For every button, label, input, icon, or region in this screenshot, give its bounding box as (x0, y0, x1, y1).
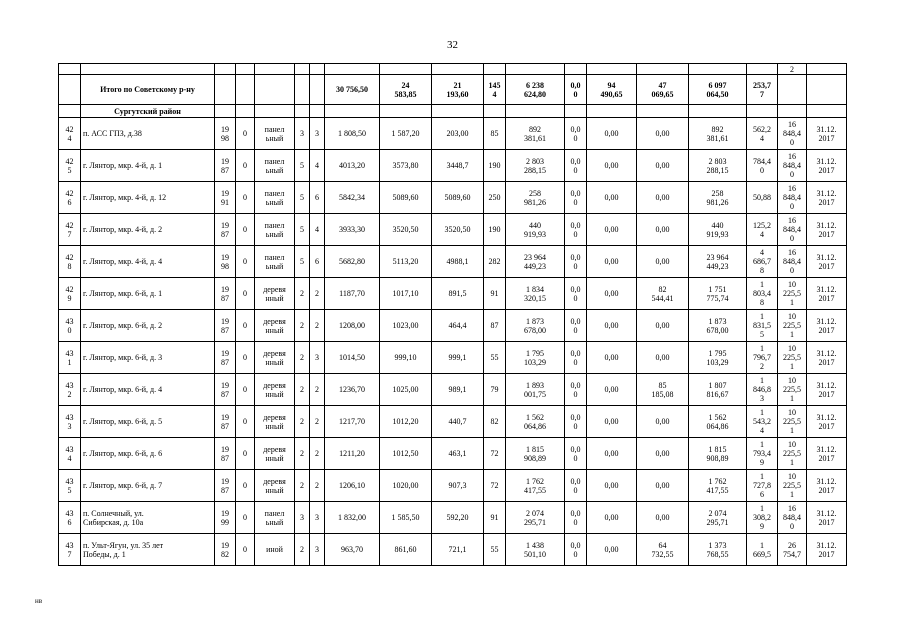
cell-floors: 5 (295, 214, 310, 246)
cell-fund-local: 0,00 (637, 502, 689, 534)
cell-date: 31.12. 2017 (807, 310, 847, 342)
cell-limit-cost: 16 848,4 0 (778, 150, 807, 182)
table-row (59, 406, 847, 438)
cell-fund-other: 1 562 064,86 (689, 406, 747, 438)
cell-area-living: 1020,00 (380, 470, 432, 502)
cell-address: г. Лянтор, мкр. 6-й, д. 3 (81, 342, 215, 374)
cell-stage: 0 (236, 374, 255, 406)
cell-material: деревя нный (255, 438, 295, 470)
cell-entrances: 2 (310, 406, 325, 438)
cell-fund-fed: 0,0 0 (565, 310, 587, 342)
cell-area-private: 440,7 (432, 406, 484, 438)
cell-stage: 0 (236, 118, 255, 150)
cell-fund-other: 1 807 816,67 (689, 374, 747, 406)
cell-fund-region: 0,00 (587, 342, 637, 374)
table-row (59, 374, 847, 406)
cell-entrances: 3 (310, 502, 325, 534)
page-number: 32 (447, 39, 458, 51)
total-residents: 145 4 (484, 75, 506, 105)
housing-register-table (58, 63, 847, 566)
cell-stage: 0 (236, 342, 255, 374)
cell-material: панел ьный (255, 150, 295, 182)
cell-residents: 55 (484, 534, 506, 566)
cell-fund-local: 0,00 (637, 470, 689, 502)
cell-residents: 82 (484, 406, 506, 438)
cell-area-living: 1025,00 (380, 374, 432, 406)
cell-fund-region: 0,00 (587, 470, 637, 502)
cell-date: 31.12. 2017 (807, 374, 847, 406)
cell-area-total: 1236,70 (325, 374, 380, 406)
cell-area-private: 891,5 (432, 278, 484, 310)
cell-floors: 2 (295, 310, 310, 342)
cell-fund-region: 0,00 (587, 150, 637, 182)
cell-address: г. Лянтор, мкр. 6-й, д. 4 (81, 374, 215, 406)
cell-area-total: 1 808,50 (325, 118, 380, 150)
cell-fund-local: 0,00 (637, 214, 689, 246)
cell-fund-region: 0,00 (587, 246, 637, 278)
cell-year: 19 87 (215, 278, 236, 310)
cell-stage: 0 (236, 502, 255, 534)
cell-material: деревя нный (255, 278, 295, 310)
cell-cost-total: 1 562 064,86 (506, 406, 565, 438)
cell-fund-fed: 0,0 0 (565, 246, 587, 278)
cell-entrances: 4 (310, 150, 325, 182)
cell-stage: 0 (236, 246, 255, 278)
cell-entrances: 2 (310, 374, 325, 406)
cell-area-living: 3520,50 (380, 214, 432, 246)
cell-num: 42 9 (59, 278, 81, 310)
cell-residents: 91 (484, 502, 506, 534)
cell-date: 31.12. 2017 (807, 534, 847, 566)
cell-stage: 0 (236, 470, 255, 502)
cell-cost-total: 1 438 501,10 (506, 534, 565, 566)
table-row (59, 278, 847, 310)
cell-address: п. Ульт-Ягун, ул. 35 лет Победы, д. 1 (81, 534, 215, 566)
cell-fund-local: 64 732,55 (637, 534, 689, 566)
cell-entrances: 2 (310, 470, 325, 502)
cell-fund-local: 85 185,08 (637, 374, 689, 406)
cell-fund-other: 1 795 103,29 (689, 342, 747, 374)
cell-year: 19 87 (215, 214, 236, 246)
total-area: 30 756,50 (325, 75, 380, 105)
cell-area-private: 5089,60 (432, 182, 484, 214)
cell-cost-total: 2 803 288,15 (506, 150, 565, 182)
cell-address: п. Солнечный, ул. Сибирская, д. 10а (81, 502, 215, 534)
cell-fund-fed: 0,0 0 (565, 342, 587, 374)
cell-fund-fed: 0,0 0 (565, 374, 587, 406)
cell-address: г. Лянтор, мкр. 6-й, д. 5 (81, 406, 215, 438)
total-fund-other: 6 097 064,50 (689, 75, 747, 105)
cell-num: 42 4 (59, 118, 81, 150)
cell-entrances: 2 (310, 310, 325, 342)
cell-cost-sqm: 1 793,4 9 (747, 438, 778, 470)
cell-cost-total: 1 893 001,75 (506, 374, 565, 406)
cell-limit-cost: 10 225,5 1 (778, 406, 807, 438)
cell-cost-sqm: 784,4 0 (747, 150, 778, 182)
table-row (59, 470, 847, 502)
cell-material: панел ьный (255, 214, 295, 246)
total-fund-region: 94 490,65 (587, 75, 637, 105)
cell-floors: 5 (295, 246, 310, 278)
cell-entrances: 2 (310, 278, 325, 310)
table-row (59, 342, 847, 374)
cell-material: панел ьный (255, 118, 295, 150)
cell-num: 43 7 (59, 534, 81, 566)
cell-stage: 0 (236, 214, 255, 246)
cell-address: г. Лянтор, мкр. 6-й, д. 2 (81, 310, 215, 342)
cell-stage: 0 (236, 278, 255, 310)
cell-limit-cost: 10 225,5 1 (778, 374, 807, 406)
cell-cost-total: 1 815 908,89 (506, 438, 565, 470)
cell-area-private: 907,3 (432, 470, 484, 502)
cell-fund-fed: 0,0 0 (565, 182, 587, 214)
cell-area-private: 463,1 (432, 438, 484, 470)
cell-year: 19 87 (215, 150, 236, 182)
cell-area-private: 464,4 (432, 310, 484, 342)
cell-date: 31.12. 2017 (807, 406, 847, 438)
cell-residents: 72 (484, 438, 506, 470)
table-row (59, 502, 847, 534)
cell-fund-fed: 0,0 0 (565, 278, 587, 310)
cell-fund-local: 82 544,41 (637, 278, 689, 310)
cell-fund-other: 1 762 417,55 (689, 470, 747, 502)
footer-mark: нв (35, 597, 43, 605)
cell-area-living: 3573,80 (380, 150, 432, 182)
cell-num: 42 5 (59, 150, 81, 182)
total-cost: 6 238 624,80 (506, 75, 565, 105)
cell-date: 31.12. 2017 (807, 342, 847, 374)
cell-year: 19 99 (215, 502, 236, 534)
cell-fund-local: 0,00 (637, 150, 689, 182)
table-row (59, 150, 847, 182)
cell-year: 19 91 (215, 182, 236, 214)
cell-area-living: 5113,20 (380, 246, 432, 278)
cell-address: г. Лянтор, мкр. 4-й, д. 4 (81, 246, 215, 278)
cell-material: иной (255, 534, 295, 566)
cell-fund-other: 2 803 288,15 (689, 150, 747, 182)
cell-year: 19 87 (215, 406, 236, 438)
cell-cost-total: 2 074 295,71 (506, 502, 565, 534)
total-row (59, 75, 847, 105)
cell-fund-region: 0,00 (587, 406, 637, 438)
cell-entrances: 3 (310, 534, 325, 566)
cell-area-living: 861,60 (380, 534, 432, 566)
cell-date: 31.12. 2017 (807, 182, 847, 214)
cell-fund-local: 0,00 (637, 246, 689, 278)
cell-residents: 91 (484, 278, 506, 310)
cell-fund-fed: 0,0 0 (565, 406, 587, 438)
cell-residents: 55 (484, 342, 506, 374)
cell-area-living: 1017,10 (380, 278, 432, 310)
cell-area-private: 721,1 (432, 534, 484, 566)
cell-fund-local: 0,00 (637, 406, 689, 438)
cell-area-living: 999,10 (380, 342, 432, 374)
cell-area-living: 1012,20 (380, 406, 432, 438)
cell-material: деревя нный (255, 406, 295, 438)
cell-area-private: 3448,7 (432, 150, 484, 182)
cell-num: 43 6 (59, 502, 81, 534)
cell-cost-sqm: 1 727,8 6 (747, 470, 778, 502)
total-fund-fed: 0,0 0 (565, 75, 587, 105)
cell-area-living: 1012,50 (380, 438, 432, 470)
cell-residents: 85 (484, 118, 506, 150)
cell-area-living: 1023,00 (380, 310, 432, 342)
cell-limit-cost: 16 848,4 0 (778, 182, 807, 214)
cell-limit-cost: 16 848,4 0 (778, 214, 807, 246)
cell-area-private: 203,00 (432, 118, 484, 150)
cell-fund-region: 0,00 (587, 118, 637, 150)
cell-fund-region: 0,00 (587, 278, 637, 310)
cell-year: 19 87 (215, 310, 236, 342)
cell-date: 31.12. 2017 (807, 246, 847, 278)
cell-residents: 72 (484, 470, 506, 502)
cell-year: 19 98 (215, 118, 236, 150)
cell-fund-region: 0,00 (587, 310, 637, 342)
cell-residents: 79 (484, 374, 506, 406)
cell-date: 31.12. 2017 (807, 278, 847, 310)
cell-limit-cost: 10 225,5 1 (778, 470, 807, 502)
cell-area-total: 4013,20 (325, 150, 380, 182)
cell-floors: 2 (295, 278, 310, 310)
cell-date: 31.12. 2017 (807, 502, 847, 534)
cell-date: 31.12. 2017 (807, 150, 847, 182)
cell-entrances: 6 (310, 182, 325, 214)
cell-cost-total: 1 873 678,00 (506, 310, 565, 342)
cell-address: г. Лянтор, мкр. 4-й, д. 12 (81, 182, 215, 214)
cell-fund-local: 0,00 (637, 438, 689, 470)
cell-num: 42 6 (59, 182, 81, 214)
cell-limit-cost: 16 848,4 0 (778, 502, 807, 534)
table-row (59, 534, 847, 566)
cell-area-total: 5682,80 (325, 246, 380, 278)
cell-cost-sqm: 1 796,7 2 (747, 342, 778, 374)
cell-fund-other: 1 873 678,00 (689, 310, 747, 342)
total-cost-sqm: 253,7 7 (747, 75, 778, 105)
cell-area-private: 592,20 (432, 502, 484, 534)
cell-stage: 0 (236, 406, 255, 438)
cell-num: 43 1 (59, 342, 81, 374)
total-label: Итого по Советскому р-ну (81, 75, 215, 105)
cell-material: панел ьный (255, 246, 295, 278)
cell-floors: 2 (295, 470, 310, 502)
cell-residents: 190 (484, 150, 506, 182)
table-row (59, 214, 847, 246)
cell-area-private: 989,1 (432, 374, 484, 406)
cell-limit-cost: 26 754,7 (778, 534, 807, 566)
cell-stage: 0 (236, 310, 255, 342)
cell-fund-fed: 0,0 0 (565, 470, 587, 502)
cell-cost-total: 1 762 417,55 (506, 470, 565, 502)
cell-material: деревя нный (255, 342, 295, 374)
cell-fund-region: 0,00 (587, 374, 637, 406)
cell-year: 19 87 (215, 342, 236, 374)
cell-floors: 3 (295, 118, 310, 150)
cell-cost-sqm: 1 831,5 5 (747, 310, 778, 342)
cell-fund-other: 2 074 295,71 (689, 502, 747, 534)
continuation-row (59, 64, 847, 75)
cell-address: г. Лянтор, мкр. 4-й, д. 1 (81, 150, 215, 182)
cell-year: 19 87 (215, 438, 236, 470)
cell-area-living: 1 585,50 (380, 502, 432, 534)
cell-entrances: 4 (310, 214, 325, 246)
table-row (59, 118, 847, 150)
cell-fund-local: 0,00 (637, 118, 689, 150)
cell-cost-sqm: 50,88 (747, 182, 778, 214)
cell-fund-other: 1 815 908,89 (689, 438, 747, 470)
district-heading: Сургутский район (81, 105, 215, 118)
cell-area-total: 1217,70 (325, 406, 380, 438)
cell-area-total: 1206,10 (325, 470, 380, 502)
cell-cost-total: 892 381,61 (506, 118, 565, 150)
cell-area-private: 3520,50 (432, 214, 484, 246)
table-row (59, 438, 847, 470)
cell-fund-other: 23 964 449,23 (689, 246, 747, 278)
cell-num: 43 5 (59, 470, 81, 502)
table-row (59, 182, 847, 214)
cell-material: деревя нный (255, 374, 295, 406)
cell-floors: 2 (295, 406, 310, 438)
cell-area-living: 1 587,20 (380, 118, 432, 150)
cell-fund-other: 258 981,26 (689, 182, 747, 214)
cell-num: 43 0 (59, 310, 81, 342)
cell-fund-fed: 0,0 0 (565, 214, 587, 246)
cell-num: 42 7 (59, 214, 81, 246)
cell-area-total: 1211,20 (325, 438, 380, 470)
cell-area-total: 3933,30 (325, 214, 380, 246)
cell-floors: 3 (295, 502, 310, 534)
cell-fund-region: 0,00 (587, 534, 637, 566)
cell-area-total: 5842,34 (325, 182, 380, 214)
cell-area-total: 1187,70 (325, 278, 380, 310)
cell-limit-cost: 10 225,5 1 (778, 438, 807, 470)
cell-num: 43 4 (59, 438, 81, 470)
cell-fund-other: 892 381,61 (689, 118, 747, 150)
cell-num: 43 2 (59, 374, 81, 406)
cell-fund-region: 0,00 (587, 502, 637, 534)
cell-date: 31.12. 2017 (807, 118, 847, 150)
cell-fund-fed: 0,0 0 (565, 534, 587, 566)
total-fund-local: 47 069,65 (637, 75, 689, 105)
cell-stage: 0 (236, 438, 255, 470)
cell-fund-region: 0,00 (587, 182, 637, 214)
cell-fund-region: 0,00 (587, 214, 637, 246)
cell-floors: 2 (295, 534, 310, 566)
total-area-living: 24 583,85 (380, 75, 432, 105)
cell-fund-region: 0,00 (587, 438, 637, 470)
cell-area-total: 963,70 (325, 534, 380, 566)
cell-fund-local: 0,00 (637, 310, 689, 342)
cell-stage: 0 (236, 182, 255, 214)
cell-address: г. Лянтор, мкр. 4-й, д. 2 (81, 214, 215, 246)
cell-date: 31.12. 2017 (807, 214, 847, 246)
cell-year: 19 82 (215, 534, 236, 566)
column-index: 2 (778, 64, 807, 75)
district-heading-row (59, 105, 847, 118)
cell-cost-sqm: 4 686,7 8 (747, 246, 778, 278)
cell-floors: 2 (295, 342, 310, 374)
cell-address: г. Лянтор, мкр. 6-й, д. 1 (81, 278, 215, 310)
cell-year: 19 87 (215, 470, 236, 502)
cell-material: деревя нный (255, 470, 295, 502)
cell-entrances: 6 (310, 246, 325, 278)
cell-area-living: 5089,60 (380, 182, 432, 214)
cell-area-total: 1 832,00 (325, 502, 380, 534)
cell-fund-local: 0,00 (637, 342, 689, 374)
cell-cost-sqm: 1 669,5 (747, 534, 778, 566)
table-row (59, 246, 847, 278)
cell-area-total: 1208,00 (325, 310, 380, 342)
cell-cost-total: 1 795 103,29 (506, 342, 565, 374)
cell-cost-total: 23 964 449,23 (506, 246, 565, 278)
cell-cost-sqm: 1 803,4 8 (747, 278, 778, 310)
cell-area-total: 1014,50 (325, 342, 380, 374)
cell-limit-cost: 16 848,4 0 (778, 246, 807, 278)
table-row (59, 310, 847, 342)
cell-date: 31.12. 2017 (807, 470, 847, 502)
cell-stage: 0 (236, 534, 255, 566)
cell-floors: 2 (295, 438, 310, 470)
cell-stage: 0 (236, 150, 255, 182)
cell-material: деревя нный (255, 310, 295, 342)
cell-cost-sqm: 1 308,2 9 (747, 502, 778, 534)
cell-fund-fed: 0,0 0 (565, 502, 587, 534)
cell-cost-sqm: 1 543,2 4 (747, 406, 778, 438)
cell-limit-cost: 10 225,5 1 (778, 278, 807, 310)
cell-limit-cost: 10 225,5 1 (778, 310, 807, 342)
cell-num: 42 8 (59, 246, 81, 278)
cell-num: 43 3 (59, 406, 81, 438)
cell-residents: 190 (484, 214, 506, 246)
cell-residents: 250 (484, 182, 506, 214)
cell-year: 19 98 (215, 246, 236, 278)
cell-cost-sqm: 1 846,8 3 (747, 374, 778, 406)
cell-address: п. АСС ГПЗ, д.38 (81, 118, 215, 150)
cell-entrances: 3 (310, 342, 325, 374)
cell-cost-total: 440 919,93 (506, 214, 565, 246)
cell-area-private: 4988,1 (432, 246, 484, 278)
cell-date: 31.12. 2017 (807, 438, 847, 470)
cell-entrances: 2 (310, 438, 325, 470)
cell-limit-cost: 16 848,4 0 (778, 118, 807, 150)
cell-floors: 2 (295, 374, 310, 406)
cell-area-private: 999,1 (432, 342, 484, 374)
cell-fund-other: 440 919,93 (689, 214, 747, 246)
cell-address: г. Лянтор, мкр. 6-й, д. 6 (81, 438, 215, 470)
cell-material: панел ьный (255, 502, 295, 534)
cell-fund-other: 1 751 775,74 (689, 278, 747, 310)
cell-fund-fed: 0,0 0 (565, 438, 587, 470)
cell-fund-other: 1 373 768,55 (689, 534, 747, 566)
cell-fund-local: 0,00 (637, 182, 689, 214)
cell-cost-sqm: 125,2 4 (747, 214, 778, 246)
cell-cost-total: 258 981,26 (506, 182, 565, 214)
cell-material: панел ьный (255, 182, 295, 214)
cell-floors: 5 (295, 150, 310, 182)
cell-limit-cost: 10 225,5 1 (778, 342, 807, 374)
cell-year: 19 87 (215, 374, 236, 406)
cell-cost-sqm: 562,2 4 (747, 118, 778, 150)
cell-fund-fed: 0,0 0 (565, 150, 587, 182)
cell-cost-total: 1 834 320,15 (506, 278, 565, 310)
cell-residents: 282 (484, 246, 506, 278)
cell-fund-fed: 0,0 0 (565, 118, 587, 150)
cell-entrances: 3 (310, 118, 325, 150)
cell-residents: 87 (484, 310, 506, 342)
cell-floors: 5 (295, 182, 310, 214)
total-area-private: 21 193,60 (432, 75, 484, 105)
cell-address: г. Лянтор, мкр. 6-й, д. 7 (81, 470, 215, 502)
